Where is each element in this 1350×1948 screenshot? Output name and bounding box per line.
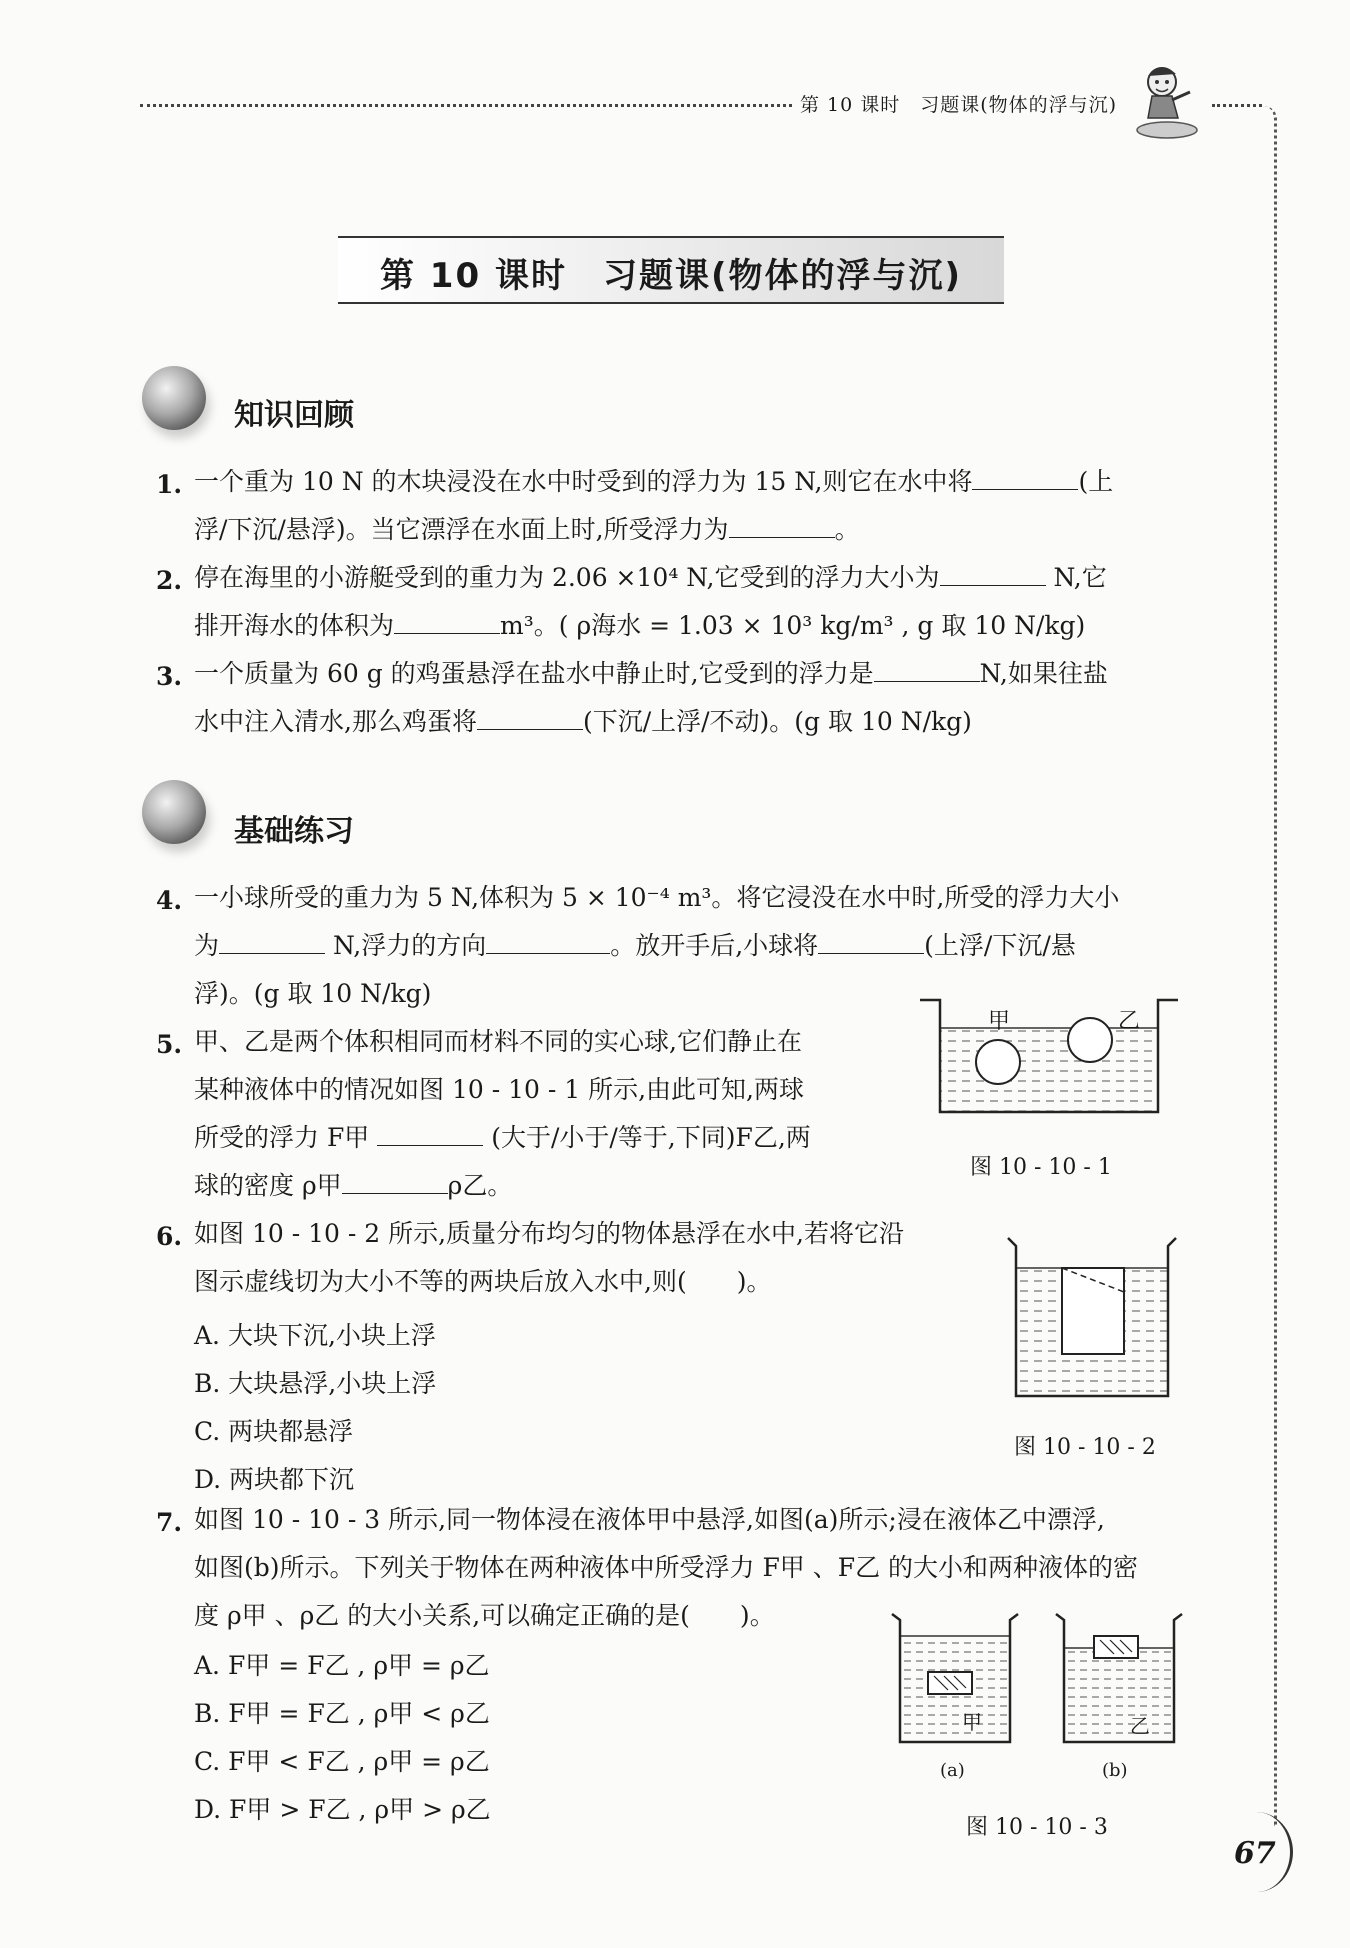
answer-blank[interactable] [342,1171,448,1194]
question-4-line-3: 浮)。(g 取 10 N/kg) [194,979,432,1008]
answer-blank[interactable] [377,1123,483,1146]
figure-10-10-3a [890,1612,1020,1752]
figure-caption-1: 图 10 - 10 - 1 [970,1155,1112,1180]
option-d[interactable]: D. F甲 > F乙 , ρ甲 > ρ乙 [194,1795,491,1824]
q5-text-b: (大于/小于/等于,下同)F乙,两 [491,1123,811,1152]
subfigure-a-label: (a) [940,1760,965,1781]
header-dotted-line-right [1212,104,1262,107]
page-number [1198,1826,1288,1886]
question-2-line-1 [194,554,1204,602]
answer-blank[interactable] [394,611,500,634]
answer-blank[interactable] [940,563,1046,586]
q3-text-d: (下沉/上浮/不动)。(g 取 10 N/kg) [582,707,972,736]
question-5-line-2: 某种液体中的情况如图 10 - 10 - 1 所示,由此可知,两球 [194,1075,804,1104]
question-4-line-1: 一小球所受的重力为 5 N,体积为 5 × 10⁻⁴ m³。将它浸没在水中时,所受的浮力大小 [194,883,1120,912]
question-6-line-1: 如图 10 - 10 - 2 所示,质量分布均匀的物体悬浮在水中,若将它沿 [194,1219,904,1248]
question-3-line-1 [194,650,1204,698]
figure-caption-3: 图 10 - 10 - 3 [966,1815,1108,1840]
question-3-line-2 [194,698,1204,746]
figure-label-jia: 甲 [988,1009,1011,1034]
q2-text-d: m³。( ρ海水 = 1.03 × 10³ kg/m³ , g 取 10 N/kg) [500,611,1086,640]
question-5-line-1: 甲、乙是两个体积相同而材料不同的实心球,它们静止在 [194,1027,802,1056]
question-number: 6. [156,1222,183,1251]
q1-text-c: 浮/下沉/悬浮)。当它漂浮在水面上时,所受浮力为 [194,515,729,544]
mascot-icon [1132,60,1202,140]
answer-blank[interactable] [477,707,583,730]
q4-text-c: 。放开手后,小球将 [610,931,819,960]
page-number-text: 67 [1234,1836,1276,1871]
lesson-title: 第 10 课时 习题课(物体的浮与沉) [379,256,963,296]
question-1-line-1 [194,458,1204,506]
q3-text-c: 水中注入清水,那么鸡蛋将 [194,707,477,736]
running-header: 第 10 课时 习题课(物体的浮与沉) [800,94,1118,116]
q2-text-b: N,它 [1053,563,1107,592]
question-7-line-1: 如图 10 - 10 - 3 所示,同一物体浸在液体甲中悬浮,如图(a)所示;浸在液体乙中漂浮, [194,1505,1105,1534]
q3-text-a: 一个质量为 60 g 的鸡蛋悬浮在盐水中静止时,它受到的浮力是 [194,659,874,688]
margin-dotted-line [1264,106,1277,1826]
option-c[interactable]: C. F甲 < F乙 , ρ甲 = ρ乙 [194,1747,490,1776]
question-number: 3. [156,662,183,691]
q4-text-a: 为 [194,931,220,960]
option-d[interactable]: D. 两块都下沉 [194,1465,355,1494]
globe-icon [142,366,206,430]
question-4-line-2 [194,922,1204,970]
question-number: 4. [156,886,183,915]
q3-text-b: N,如果往盐 [979,659,1108,688]
q5-text-c: 球的密度 ρ甲 [194,1171,342,1200]
figure-10-10-2 [1004,1236,1180,1406]
question-number: 1. [156,470,183,499]
q5-text-a: 所受的浮力 F甲 [194,1123,370,1152]
question-number: 5. [156,1030,183,1059]
question-1-line-2 [194,506,1204,554]
option-c[interactable]: C. 两块都悬浮 [194,1417,354,1446]
option-b[interactable]: B. 大块悬浮,小块上浮 [194,1369,437,1398]
figure-label-yi: 乙 [1118,1009,1141,1034]
option-a[interactable]: A. F甲 = F乙 , ρ甲 = ρ乙 [194,1651,490,1680]
header-dotted-line [140,104,792,107]
figure-caption-2: 图 10 - 10 - 2 [1014,1435,1156,1460]
answer-blank[interactable] [219,931,325,954]
q4-text-b: N,浮力的方向 [332,931,487,960]
question-number: 7. [156,1508,183,1537]
question-5-line-3 [194,1114,914,1162]
liquid-label-jia: 甲 [962,1710,982,1734]
answer-blank[interactable] [972,467,1078,490]
q5-text-d: ρ乙。 [447,1171,513,1200]
question-7-line-2: 如图(b)所示。下列关于物体在两种液体中所受浮力 F甲 、F乙 的大小和两种液体的密 [194,1553,1139,1582]
option-a[interactable]: A. 大块下沉,小块上浮 [194,1321,436,1350]
liquid-label-yi: 乙 [1130,1714,1150,1738]
q4-text-d: (上浮/下沉/悬 [924,931,1076,960]
globe-icon [142,780,206,844]
figure-10-10-3b [1054,1612,1184,1752]
option-b[interactable]: B. F甲 = F乙 , ρ甲 < ρ乙 [194,1699,490,1728]
q1-text-b: (上 [1078,467,1114,496]
question-7-line-3: 度 ρ甲 、ρ乙 的大小关系,可以确定正确的是( )。 [194,1601,775,1630]
question-number: 2. [156,566,183,595]
question-2-line-2 [194,602,1204,650]
section-title-practice: 基础练习 [234,814,354,849]
section-title-review: 知识回顾 [234,398,354,433]
lesson-title-box [338,236,1004,304]
answer-blank[interactable] [729,515,835,538]
q2-text-a: 停在海里的小游艇受到的重力为 2.06 ×10⁴ N,它受到的浮力大小为 [194,563,940,592]
question-5-line-4 [194,1162,914,1210]
answer-blank[interactable] [874,659,980,682]
answer-blank[interactable] [486,931,610,954]
q1-text-a: 一个重为 10 N 的木块浸没在水中时受到的浮力为 15 N,则它在水中将 [194,467,973,496]
subfigure-b-label: (b) [1102,1760,1128,1781]
q1-text-d: 。 [834,515,860,544]
figure-10-10-1 [918,996,1180,1122]
answer-blank[interactable] [818,931,924,954]
question-6-line-2: 图示虚线切为大小不等的两块后放入水中,则( )。 [194,1267,772,1296]
q2-text-c: 排开海水的体积为 [194,611,395,640]
